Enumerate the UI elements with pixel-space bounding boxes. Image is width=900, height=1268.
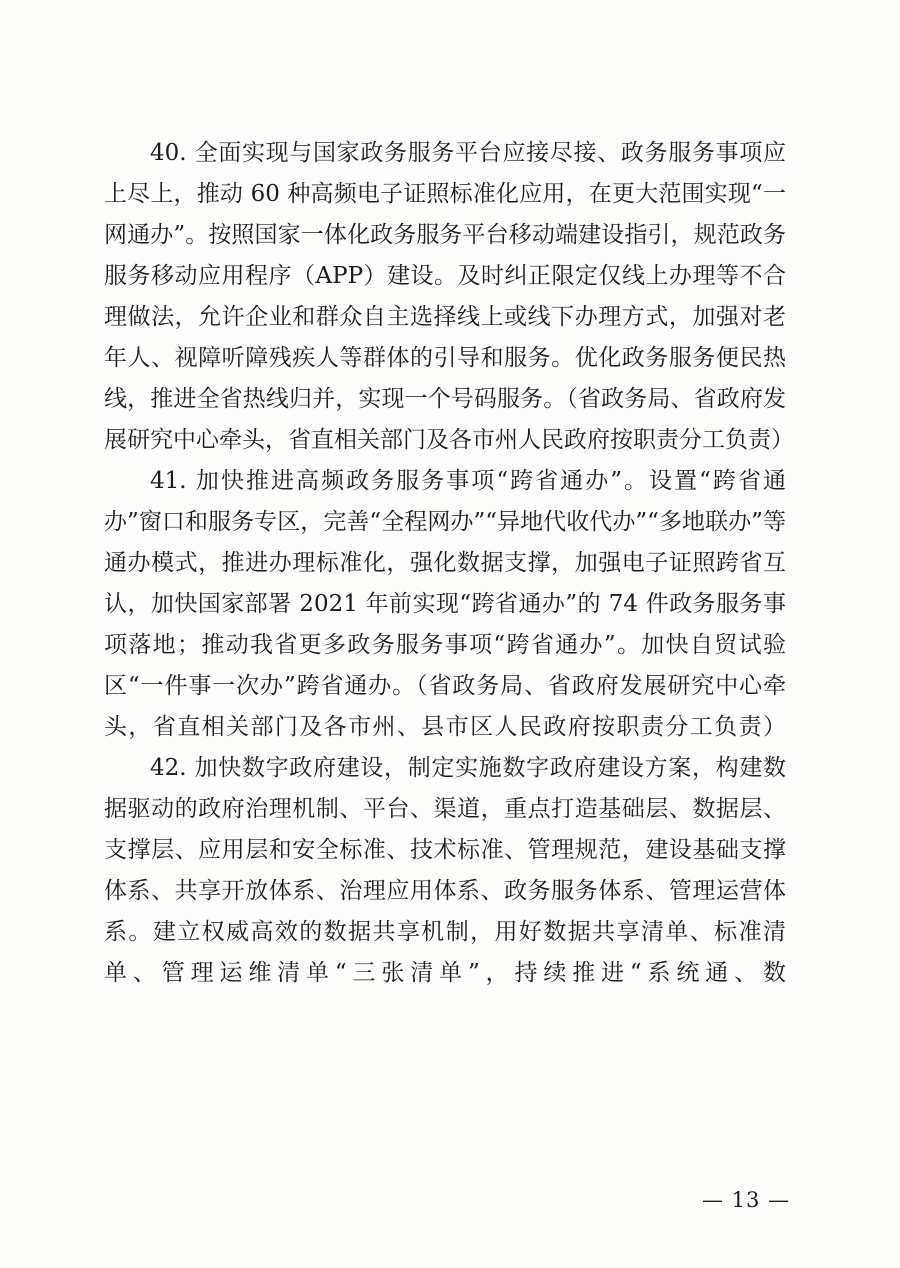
paragraph-40: 40. 全面实现与国家政务服务平台应接尽接、政务服务事项应上尽上，推动 60 种高频电子证照标准化应用，在更大范围实现“一网通办”。按照国家一体化政务服务平台移动端建设指引，规范政务服务移动应用程序（APP）建设。及时纠正限定仅线上办理等不合理做法，允许企业和群众自主选择线上或线下办理方式，加强对老年人、视障听障残疾人等群体的引导和服务。优化政务服务便民热线，推进全省热线归并，实现一个号码服务。（省政务局、省政府发展研究中心牵头，省直相关部门及各市州人民政府按职责分工负责）: [104, 140, 794, 453]
paragraph-41: 41. 加快推进高频政务服务事项“跨省通办”。设置“跨省通办”窗口和服务专区，完善“全程网办”“异地代收代办”“多地联办”等通办模式，推进办理标准化，强化数据支撑，加强电子证照跨省互认，加快国家部署 2021 年前实现“跨省通办”的 74 件政务服务事项落地；推动我省更多政务服务事项“跨省通办”。加快自贸试验区“一件事一次办”跨省通办。（省政务局、省政府发展研究中心牵头，省直相关部门及各市州、县市区人民政府按职责分工负责）: [104, 468, 786, 740]
body-text: [104, 133, 794, 994]
paragraph-42: 42. 加快数字政府建设，制定实施数字政府建设方案，构建数据驱动的政府治理机制、平台、渠道，重点打造基础层、数据层、支撑层、应用层和安全标准、技术标准、管理规范，建设基础支撑体系、共享开放体系、治理应用体系、政务服务体系、管理运营体系。建立权威高效的数据共享机制，用好数据共享清单、标准清单、管理运维清单“三张清单”，持续推进“系统通、数: [104, 755, 786, 986]
page-number: — 13 —: [702, 1188, 791, 1212]
